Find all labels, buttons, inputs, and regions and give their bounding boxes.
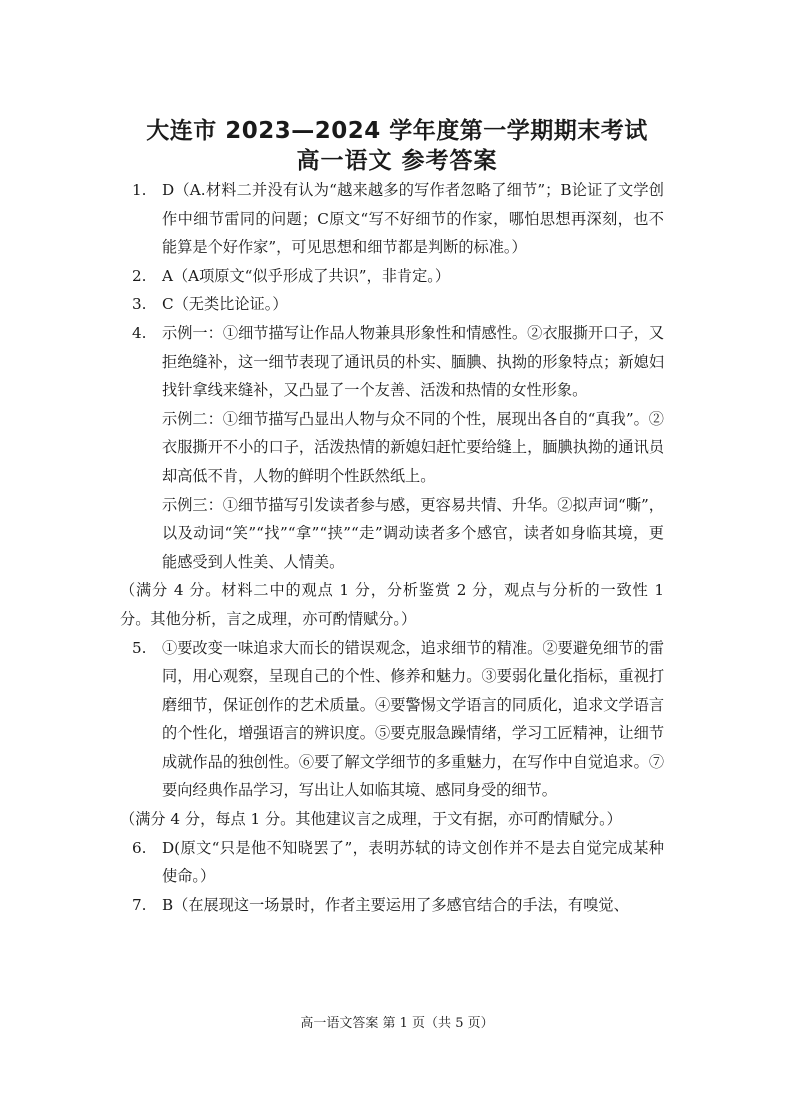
answer-number: 5.: [132, 638, 147, 657]
answer-item-4: [132, 319, 664, 405]
answer-number: 7.: [132, 895, 147, 914]
answer-item-2: [132, 262, 664, 291]
answer-item-1: [132, 176, 664, 262]
answer-item-3: [132, 290, 664, 319]
page-footer: 高一语文答案 第 1 页（共 5 页）: [300, 1016, 494, 1031]
answer-text: D(原文“只是他不知晓罢了”，表明苏轼的诗文创作并不是去自觉完成某种使命。）: [162, 838, 664, 886]
answer-item-7: [132, 891, 664, 920]
answer-text: A（A项原文“似乎形成了共识”，非肯定。）: [162, 266, 451, 285]
answer-number: 1.: [132, 181, 147, 199]
answer-text: ①要改变一味追求大而长的错误观念，追求细节的精准。②要避免细节的雷同，用心观察，呈现自己的个性、修养和魅力。③要弱化量化指标，重视打磨细节，保证创作的艺术质量。④要警惕文学语言的同质化，追求文学语言的个性化，增强语言的辨识度。⑤要克服急躁情绪，学习工匠精神，让细节成就作品的独创性。⑥要了解文学细节的多重魅力，在写作中自觉追求。⑦要向经典作品学习，写出让人如临其境、感同身受的细节。: [162, 638, 664, 800]
q5-scoring-note: （满分 4 分，每点 1 分。其他建议言之成理，于文有据，亦可酌情赋分。）: [120, 810, 622, 829]
q4-scoring-note: （满分 4 分。材料二中的观点 1 分，分析鉴赏 2 分，观点与分析的一致性 1 分。其他分析，言之成理，亦可酌情赋分。）: [120, 581, 664, 628]
answer-text: D（A.材料二并没有认为“越来越多的写作者忽略了细节”；B论证了文学创作中细节雷同的问题；C原文“写不好细节的作家，哪怕思想再深刻，也不能算是个好作家”，可见思想和细节都是判断的标准。）: [162, 181, 664, 257]
answer-number: 4.: [132, 323, 147, 342]
answer-number: 2.: [132, 266, 147, 285]
answer-key-title: 高一语文 参考答案: [296, 148, 498, 174]
answer-number: 6.: [132, 838, 147, 857]
answer-text: 示例一：①细节描写让作品人物兼具形象性和情感性。②衣服撕开口子，又拒绝缝补，这一细节表现了通讯员的朴实、腼腆、执拗的形象特点；新媳妇找针拿线来缝补，又凸显了一个友善、活泼和热情的女性形象。: [162, 323, 664, 400]
exam-title: 大连市 2023—2024 学年度第一学期期末考试: [146, 118, 648, 144]
answer-item-6: [132, 834, 664, 891]
answer-text: C（无类比论证。）: [162, 295, 288, 314]
answer-item-5: [132, 634, 664, 806]
answer-number: 3.: [132, 295, 147, 314]
q4-example-3: 示例三：①细节描写引发读者参与感，更容易共情、升华。②拟声词“嘶”，以及动词“笑”“找”“拿”“挟”“走”调动读者多个感官，读者如身临其境，更能感受到人性美、人情美。: [162, 495, 664, 571]
answer-text: B（在展现这一场景时，作者主要运用了多感官结合的手法，有嗅觉、: [162, 895, 629, 914]
answer-list: [120, 176, 664, 919]
q4-example-2: 示例二：①细节描写凸显出人物与众不同的个性，展现出各自的“真我”。②衣服撕开不小的口子，活泼热情的新媳妇赶忙要给缝上，腼腆执拗的通讯员却高低不肯，人物的鲜明个性跃然纸上。: [162, 409, 664, 485]
